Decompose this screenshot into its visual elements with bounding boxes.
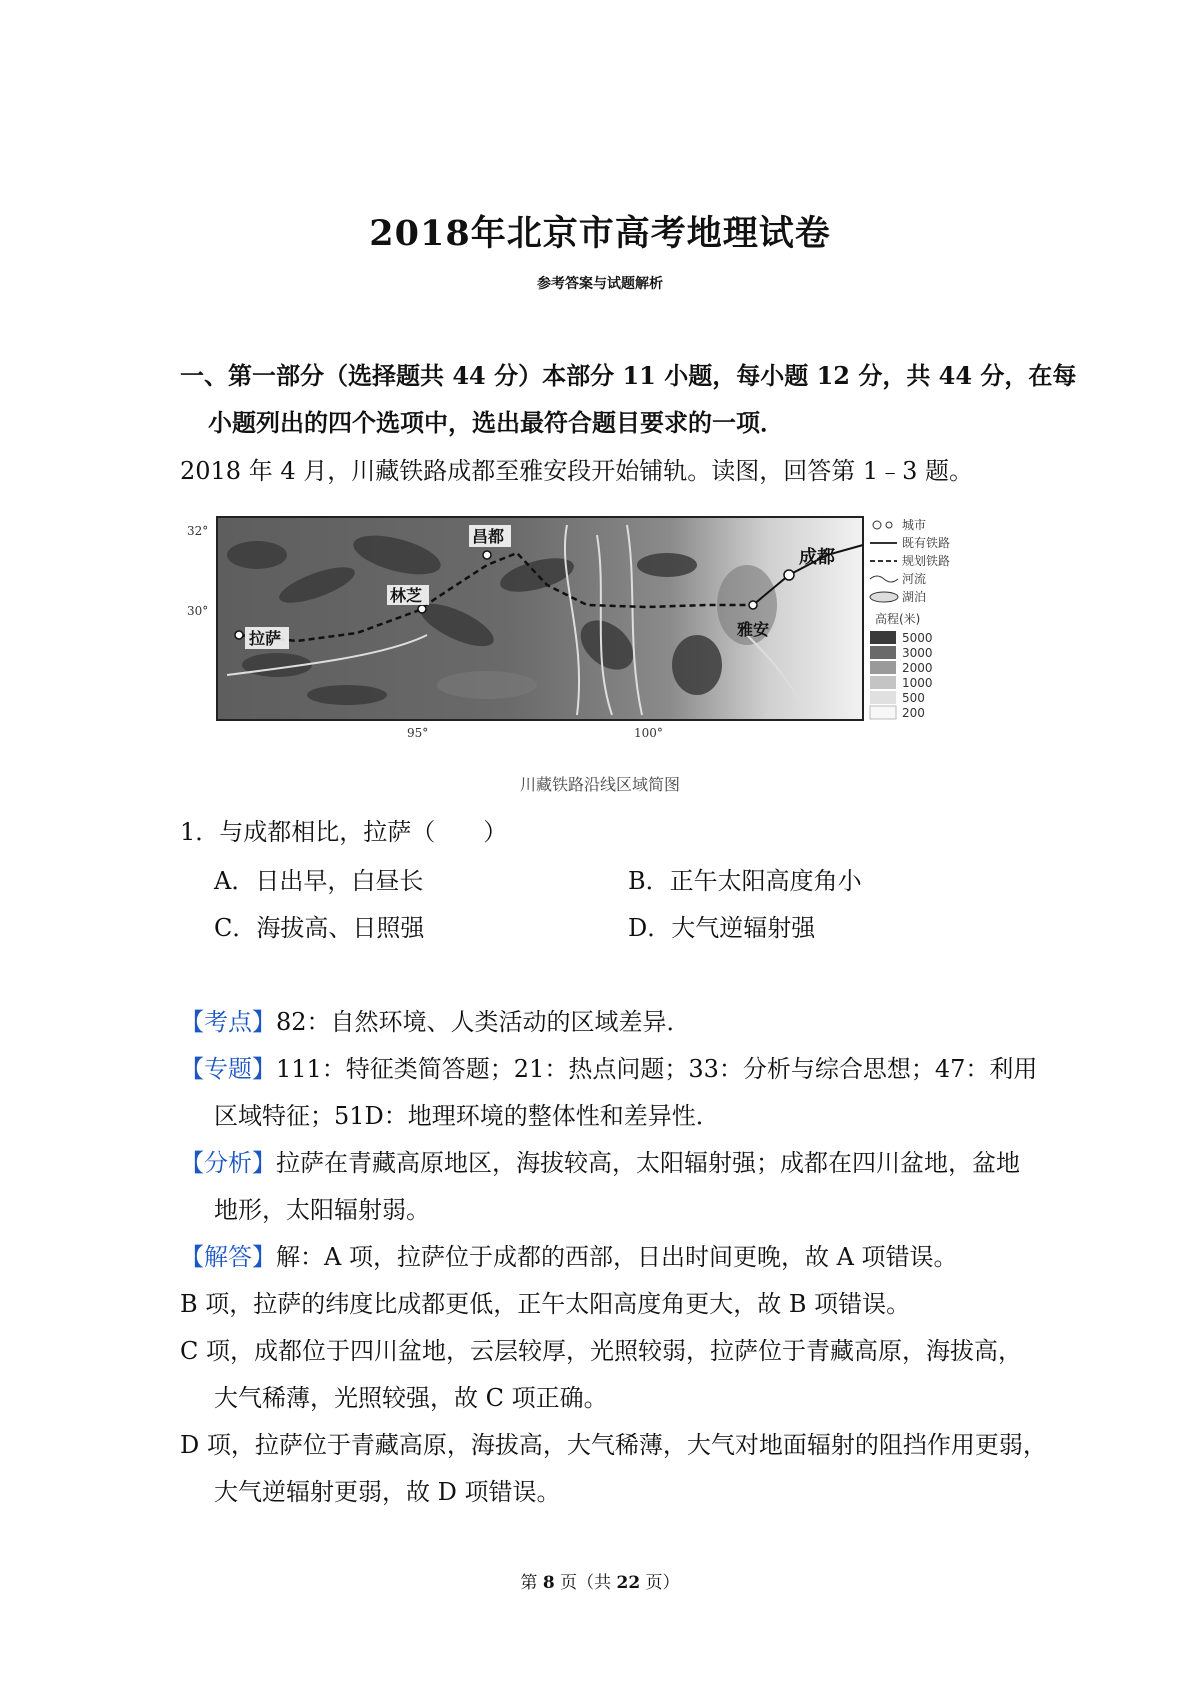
question-stem: 1．与成都相比，拉萨（ ）	[180, 818, 508, 846]
answer-b-text: B 项，拉萨的纬度比成都更低，正午太阳高度角更大，故 B 项错误。	[180, 1290, 911, 1318]
legend-existing-railway: 既有铁路	[902, 536, 951, 550]
svg-text:3000: 3000	[902, 646, 933, 660]
legend-elevation-title: 高程(米)	[875, 612, 921, 626]
city-label-yaan: 雅安	[737, 620, 770, 639]
page-footer: 第 8 页（共 22 页）	[520, 1573, 680, 1593]
city-label-linzhi: 林芝	[390, 586, 423, 605]
jieda-text: 解：A 项，拉萨位于成都的西部，日出时间更晚，故 A 项错误。	[276, 1243, 958, 1271]
legend-lake: 湖泊	[902, 590, 927, 604]
option-d: D．大气逆辐射强	[628, 914, 816, 942]
kaodian-tag: 【考点】	[180, 1008, 276, 1036]
svg-text:200: 200	[902, 706, 925, 720]
kaodian-row	[180, 1007, 691, 1037]
section-heading-line1: 一、第一部分（选择题共 44 分）本部分 11 小题，每小题 12 分，共 44 分，在每	[180, 361, 1077, 390]
page-number: 8	[542, 1573, 555, 1593]
svg-text:500: 500	[902, 691, 925, 705]
svg-text:2000: 2000	[902, 661, 933, 675]
city-marker-yaan	[749, 601, 757, 609]
answer-d-text: D 项，拉萨位于青藏高原，海拔高，大气稀薄，大气对地面辐射的阻挡作用更弱，	[180, 1431, 1047, 1459]
kaodian-text: 82：自然环境、人类活动的区域差异．	[276, 1008, 691, 1036]
city-marker-lasa	[235, 631, 243, 639]
svg-text:1000: 1000	[902, 676, 933, 690]
fenxi-text-cont: 地形，太阳辐射弱。	[214, 1196, 430, 1224]
option-c: C．海拔高、日照强	[214, 914, 425, 942]
option-a: A．日出早，白昼长	[214, 867, 424, 895]
fenxi-text: 拉萨在青藏高原地区，海拔较高，太阳辐射强；成都在四川盆地，盆地	[276, 1149, 1020, 1177]
city-marker-changdu	[483, 551, 491, 559]
svg-text:5000: 5000	[902, 631, 933, 645]
city-marker-chengdu	[784, 570, 794, 580]
zhuanti-row	[180, 1054, 1037, 1084]
zhuanti-text: 111：特征类简答题；21：热点问题；33：分析与综合思想；47：利用	[276, 1055, 1038, 1083]
city-label-changdu: 昌都	[472, 527, 505, 546]
fenxi-tag: 【分析】	[180, 1149, 276, 1177]
zhuanti-tag: 【专题】	[180, 1055, 276, 1083]
fenxi-row	[180, 1148, 1020, 1178]
jieda-tag: 【解答】	[180, 1243, 276, 1271]
map-svg	[187, 515, 1057, 750]
city-label-chengdu: 成都	[799, 547, 835, 568]
map-figure	[187, 515, 1057, 750]
jieda-row	[180, 1242, 958, 1272]
page-subtitle: 参考答案与试题解析	[537, 276, 663, 292]
question-intro: 2018 年 4 月，川藏铁路成都至雅安段开始铺轨。读图，回答第 1﹣3 题。	[180, 457, 974, 485]
legend-river: 河流	[902, 572, 927, 586]
legend-planned-railway: 规划铁路	[902, 554, 951, 568]
option-b: B．正午太阳高度角小	[628, 867, 862, 895]
legend-city: 城市	[902, 518, 927, 532]
page-title: 2018年北京市高考地理试卷	[369, 213, 831, 254]
map-caption: 川藏铁路沿线区域简图	[519, 775, 680, 794]
lat-label-30: 30°	[187, 604, 209, 618]
lat-label-32: 32°	[187, 524, 209, 538]
map-legend	[870, 518, 950, 720]
lon-label-95: 95°	[407, 726, 429, 740]
city-label-lasa: 拉萨	[249, 629, 282, 648]
city-marker-linzhi	[418, 605, 426, 613]
section-heading-line2: 小题列出的四个选项中，选出最符合题目要求的一项．	[208, 408, 784, 437]
answer-d-text-cont: 大气逆辐射更弱，故 D 项错误。	[214, 1478, 561, 1506]
lon-label-100: 100°	[634, 726, 663, 740]
answer-c-text-cont: 大气稀薄，光照较强，故 C 项正确。	[214, 1384, 608, 1412]
page-total: 22	[616, 1573, 641, 1593]
zhuanti-text-cont: 区域特征；51D：地理环境的整体性和差异性．	[214, 1102, 720, 1130]
answer-c-text: C 项，成都位于四川盆地，云层较厚，光照较弱，拉萨位于青藏高原，海拔高，	[180, 1337, 1022, 1365]
